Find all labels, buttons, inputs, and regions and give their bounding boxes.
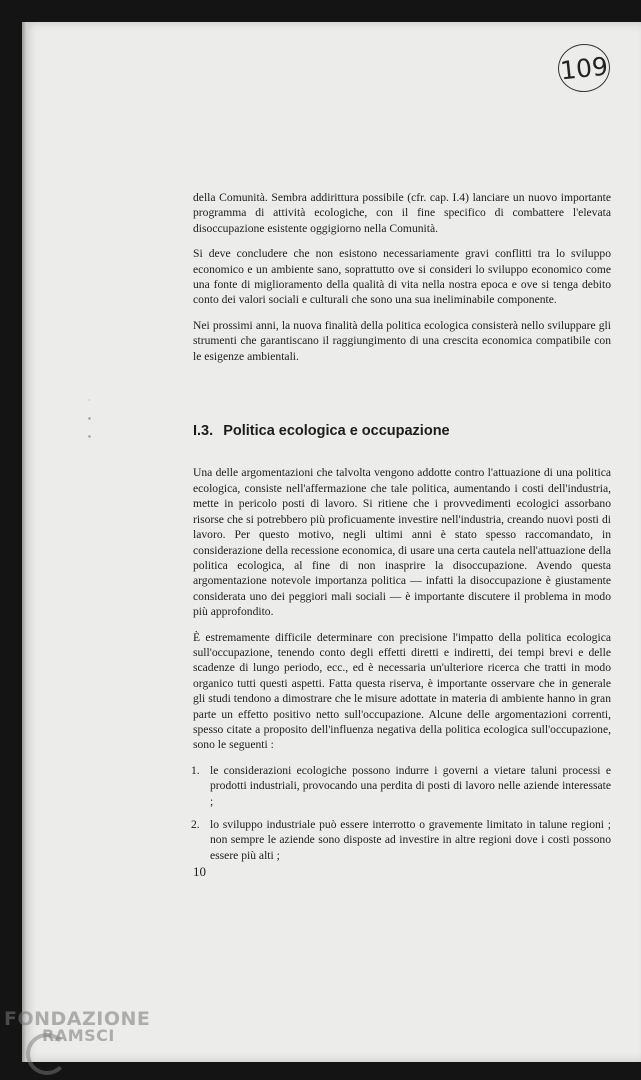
list-item-index: 2. (191, 818, 200, 831)
paragraph: Nei prossimi anni, la nuova finalità della politica ecologica consisterà nello sviluppare gli strumenti che garantiscano il raggiungimento di una crescita economica compatibile con le esigenze ambientali. (193, 318, 611, 363)
page-binding-edge (22, 22, 27, 1062)
margin-marks: · ▪ ▪ (88, 396, 91, 441)
list-item (193, 763, 611, 809)
list-item (193, 817, 611, 863)
paragraph: Una delle argomentazioni che talvolta vengono addotte contro l'attuazione di una politica ecologica, consiste nell'affermazione che tale politica, aumentando i costi dell'industria, mette in pericolo posti di lavoro. Si ritiene che i provvedimenti ecologici assorbano risorse che si potrebbero più proficuamente investire nell'industria, creando nuovi posti di lavoro. Per questo motivo, negli ultimi anni è stato spesso raccomandato, in considerazione della recessione economica, di usare una certa cautela nell'attuazione della politica ecologica, al fine di non inasprire la disoccupazione. Avendo questa argomentazione notevole importanza politica — infatti la disoccupazione è giustamente considerata uno dei peggiori mali sociali — è importante discutere il problema in modo più approfondito. (193, 466, 611, 619)
list-item-text: lo sviluppo industriale può essere interrotto o gravemente limitato in talune regioni ; non sempre le aziende sono disposte ad investire in altre regioni dove i costi possono essere più alti ; (210, 818, 611, 862)
argument-list (193, 763, 611, 863)
watermark-line2: RAMSCI (42, 1026, 115, 1045)
paragraph: della Comunità. Sembra addirittura possibile (cfr. cap. I.4) lanciare un nuovo importante programma di attività ecologiche, con il fine specifico di combattere l'elevata disoccupazione esistente oggigiorno nella Comunità. (193, 191, 611, 235)
section-title: Politica ecologica e occupazione (223, 423, 450, 440)
document-page (22, 22, 641, 1062)
list-item-text: le considerazioni ecologiche possono indurre i governi a vietare taluni processi e prodotti industriali, provocando una perdita di posti di lavoro nelle aziende interessate ; (210, 763, 611, 808)
document-body (193, 190, 611, 871)
watermark-g-icon (26, 1033, 68, 1075)
watermark-logo (4, 1008, 150, 1045)
list-item-index: 1. (191, 763, 200, 777)
paragraph: È estremamente difficile determinare con precisione l'impatto della politica ecologica sull'occupazione, tenendo conto degli effetti diretti e indiretti, dei tempi brevi e delle scadenze di lungo periodo, ecc., ed è necessaria un'ulteriore ricerca che tratti in modo organico tutti questi aspetti. Fatta questa riserva, è importante osservare che in generale gli studi tendono a dimostrare che le misure adottate in materia di ambiente hanno in gran parte un effetto positivo netto sull'occupazione. Alcune delle argomentazioni correnti, spesso citate a proposito dell'influenza negativa della politica ecologica sull'occupazione, sono le seguenti : (193, 630, 611, 752)
page-number: 10 (193, 864, 206, 879)
paragraph: Si deve concludere che non esistono necessariamente gravi conflitti tra lo sviluppo economico e un ambiente sano, soprattutto ove si consideri lo sviluppo economico come una fonte di miglioramento della qualità di vita nella nostra epoca e ove si tenga debito conto dei valori sociali e culturali che sono una sua ineliminabile componente. (193, 247, 611, 307)
section-number: I.3. (193, 423, 214, 440)
watermark-line1: FONDAZIONE (4, 1008, 151, 1030)
handwritten-page-annotation: 109 (556, 41, 613, 94)
section-heading (193, 424, 611, 439)
